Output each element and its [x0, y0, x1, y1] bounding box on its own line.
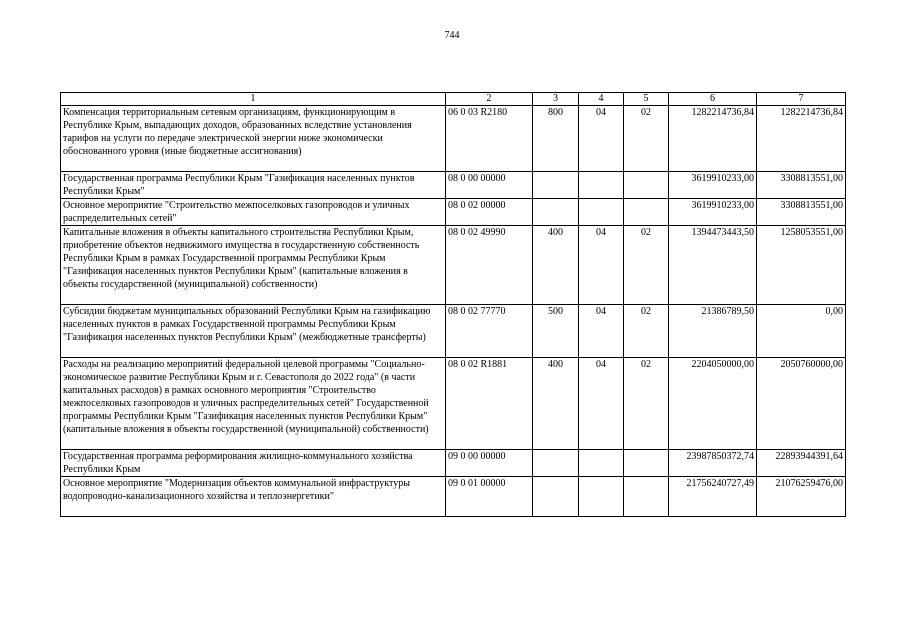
row-name: Расходы на реализацию мероприятий федеральной целевой программы "Социально-экономическое развитие Республики Крым и г. Севастополя до 2022 года" (в части капитальных расходов) в рамках основного мероприятия "Строительство межпоселковых газопроводов и уличных распределительных сетей" Государственной программы Республики Крым "Газификация населенных пунктов Республики Крым" (капитальные вложения в объекты государственной (муниципальной) собственности) [61, 358, 446, 450]
row-name: Основное мероприятие "Строительство межпоселковых газопроводов и уличных распределительных сетей" [61, 199, 446, 226]
row-pr-code [624, 477, 669, 517]
row-rz-code [579, 450, 624, 477]
row-amount-1: 1282214736,84 [669, 106, 757, 172]
row-amount-1: 1394473443,50 [669, 226, 757, 305]
row-vr-code [533, 172, 579, 199]
row-pr-code: 02 [624, 106, 669, 172]
row-amount-1: 21756240727,49 [669, 477, 757, 517]
row-amount-2: 1282214736,84 [757, 106, 846, 172]
header-cell-pr: 5 [624, 93, 669, 106]
row-amount-1: 23987850372,74 [669, 450, 757, 477]
row-pr-code [624, 450, 669, 477]
row-csr-code: 08 0 00 00000 [446, 172, 533, 199]
row-amount-2: 2050760000,00 [757, 358, 846, 450]
row-vr-code [533, 450, 579, 477]
header-row [61, 93, 846, 106]
row-amount-1: 3619910233,00 [669, 172, 757, 199]
row-csr-code: 06 0 03 R2180 [446, 106, 533, 172]
budget-table [60, 92, 846, 517]
row-amount-2: 3308813551,00 [757, 199, 846, 226]
row-amount-1: 21386789,50 [669, 305, 757, 358]
row-vr-code [533, 477, 579, 517]
header-cell-sum2: 7 [757, 93, 846, 106]
row-name: Компенсация территориальным сетевым организациям, функционирующим в Республике Крым, выпадающих доходов, образованных вследствие установления тарифов на услуги по передаче электрической энергии ниже экономически обоснованного уровня (иные бюджетные ассигнования) [61, 106, 446, 172]
row-pr-code [624, 172, 669, 199]
row-amount-1: 3619910233,00 [669, 199, 757, 226]
row-rz-code [579, 477, 624, 517]
table-row [61, 226, 846, 305]
table-row [61, 450, 846, 477]
row-name: Основное мероприятие "Модернизация объектов коммунальной инфраструктуры водопроводно-канализационного хозяйства и теплоэнергетики" [61, 477, 446, 517]
row-pr-code: 02 [624, 305, 669, 358]
row-csr-code: 09 0 01 00000 [446, 477, 533, 517]
row-rz-code: 04 [579, 358, 624, 450]
row-csr-code: 08 0 02 49990 [446, 226, 533, 305]
row-csr-code: 09 0 00 00000 [446, 450, 533, 477]
row-vr-code: 400 [533, 358, 579, 450]
row-name: Государственная программа Республики Крым "Газификация населенных пунктов Республики Крым" [61, 172, 446, 199]
row-csr-code: 08 0 02 00000 [446, 199, 533, 226]
row-vr-code [533, 199, 579, 226]
row-pr-code [624, 199, 669, 226]
row-rz-code [579, 199, 624, 226]
table-row [61, 305, 846, 358]
header-cell-vr: 3 [533, 93, 579, 106]
row-amount-2: 21076259476,00 [757, 477, 846, 517]
header-cell-rz: 4 [579, 93, 624, 106]
row-amount-2: 0,00 [757, 305, 846, 358]
row-name: Государственная программа реформирования жилищно-коммунального хозяйства Республики Крым [61, 450, 446, 477]
row-csr-code: 08 0 02 77770 [446, 305, 533, 358]
row-pr-code: 02 [624, 358, 669, 450]
row-amount-2: 1258053551,00 [757, 226, 846, 305]
row-rz-code: 04 [579, 305, 624, 358]
header-cell-name: 1 [61, 93, 446, 106]
table-row [61, 358, 846, 450]
header-cell-csr: 2 [446, 93, 533, 106]
row-vr-code: 800 [533, 106, 579, 172]
row-vr-code: 500 [533, 305, 579, 358]
row-name: Субсидии бюджетам муниципальных образований Республики Крым на газификацию населенных пунктов в рамках Государственной программы Республики Крым "Газификация населенных пунктов Республики Крым" (межбюджетные трансферты) [61, 305, 446, 358]
row-amount-1: 2204050000,00 [669, 358, 757, 450]
row-csr-code: 08 0 02 R1881 [446, 358, 533, 450]
row-rz-code [579, 172, 624, 199]
table-row [61, 172, 846, 199]
table-row [61, 199, 846, 226]
table-row [61, 106, 846, 172]
row-name: Капитальные вложения в объекты капитального строительства Республики Крым, приобретение объектов недвижимого имущества в государственную собственность Республики Крым в рамках Государственной программы Республики Крым "Газификация населенных пунктов Республики Крым" (капитальные вложения в объекты государственной (муниципальной) собственности) [61, 226, 446, 305]
row-rz-code: 04 [579, 226, 624, 305]
header-cell-sum1: 6 [669, 93, 757, 106]
page-number: 744 [444, 30, 460, 41]
table-row [61, 477, 846, 517]
row-pr-code: 02 [624, 226, 669, 305]
row-rz-code: 04 [579, 106, 624, 172]
row-amount-2: 22893944391,64 [757, 450, 846, 477]
row-vr-code: 400 [533, 226, 579, 305]
row-amount-2: 3308813551,00 [757, 172, 846, 199]
